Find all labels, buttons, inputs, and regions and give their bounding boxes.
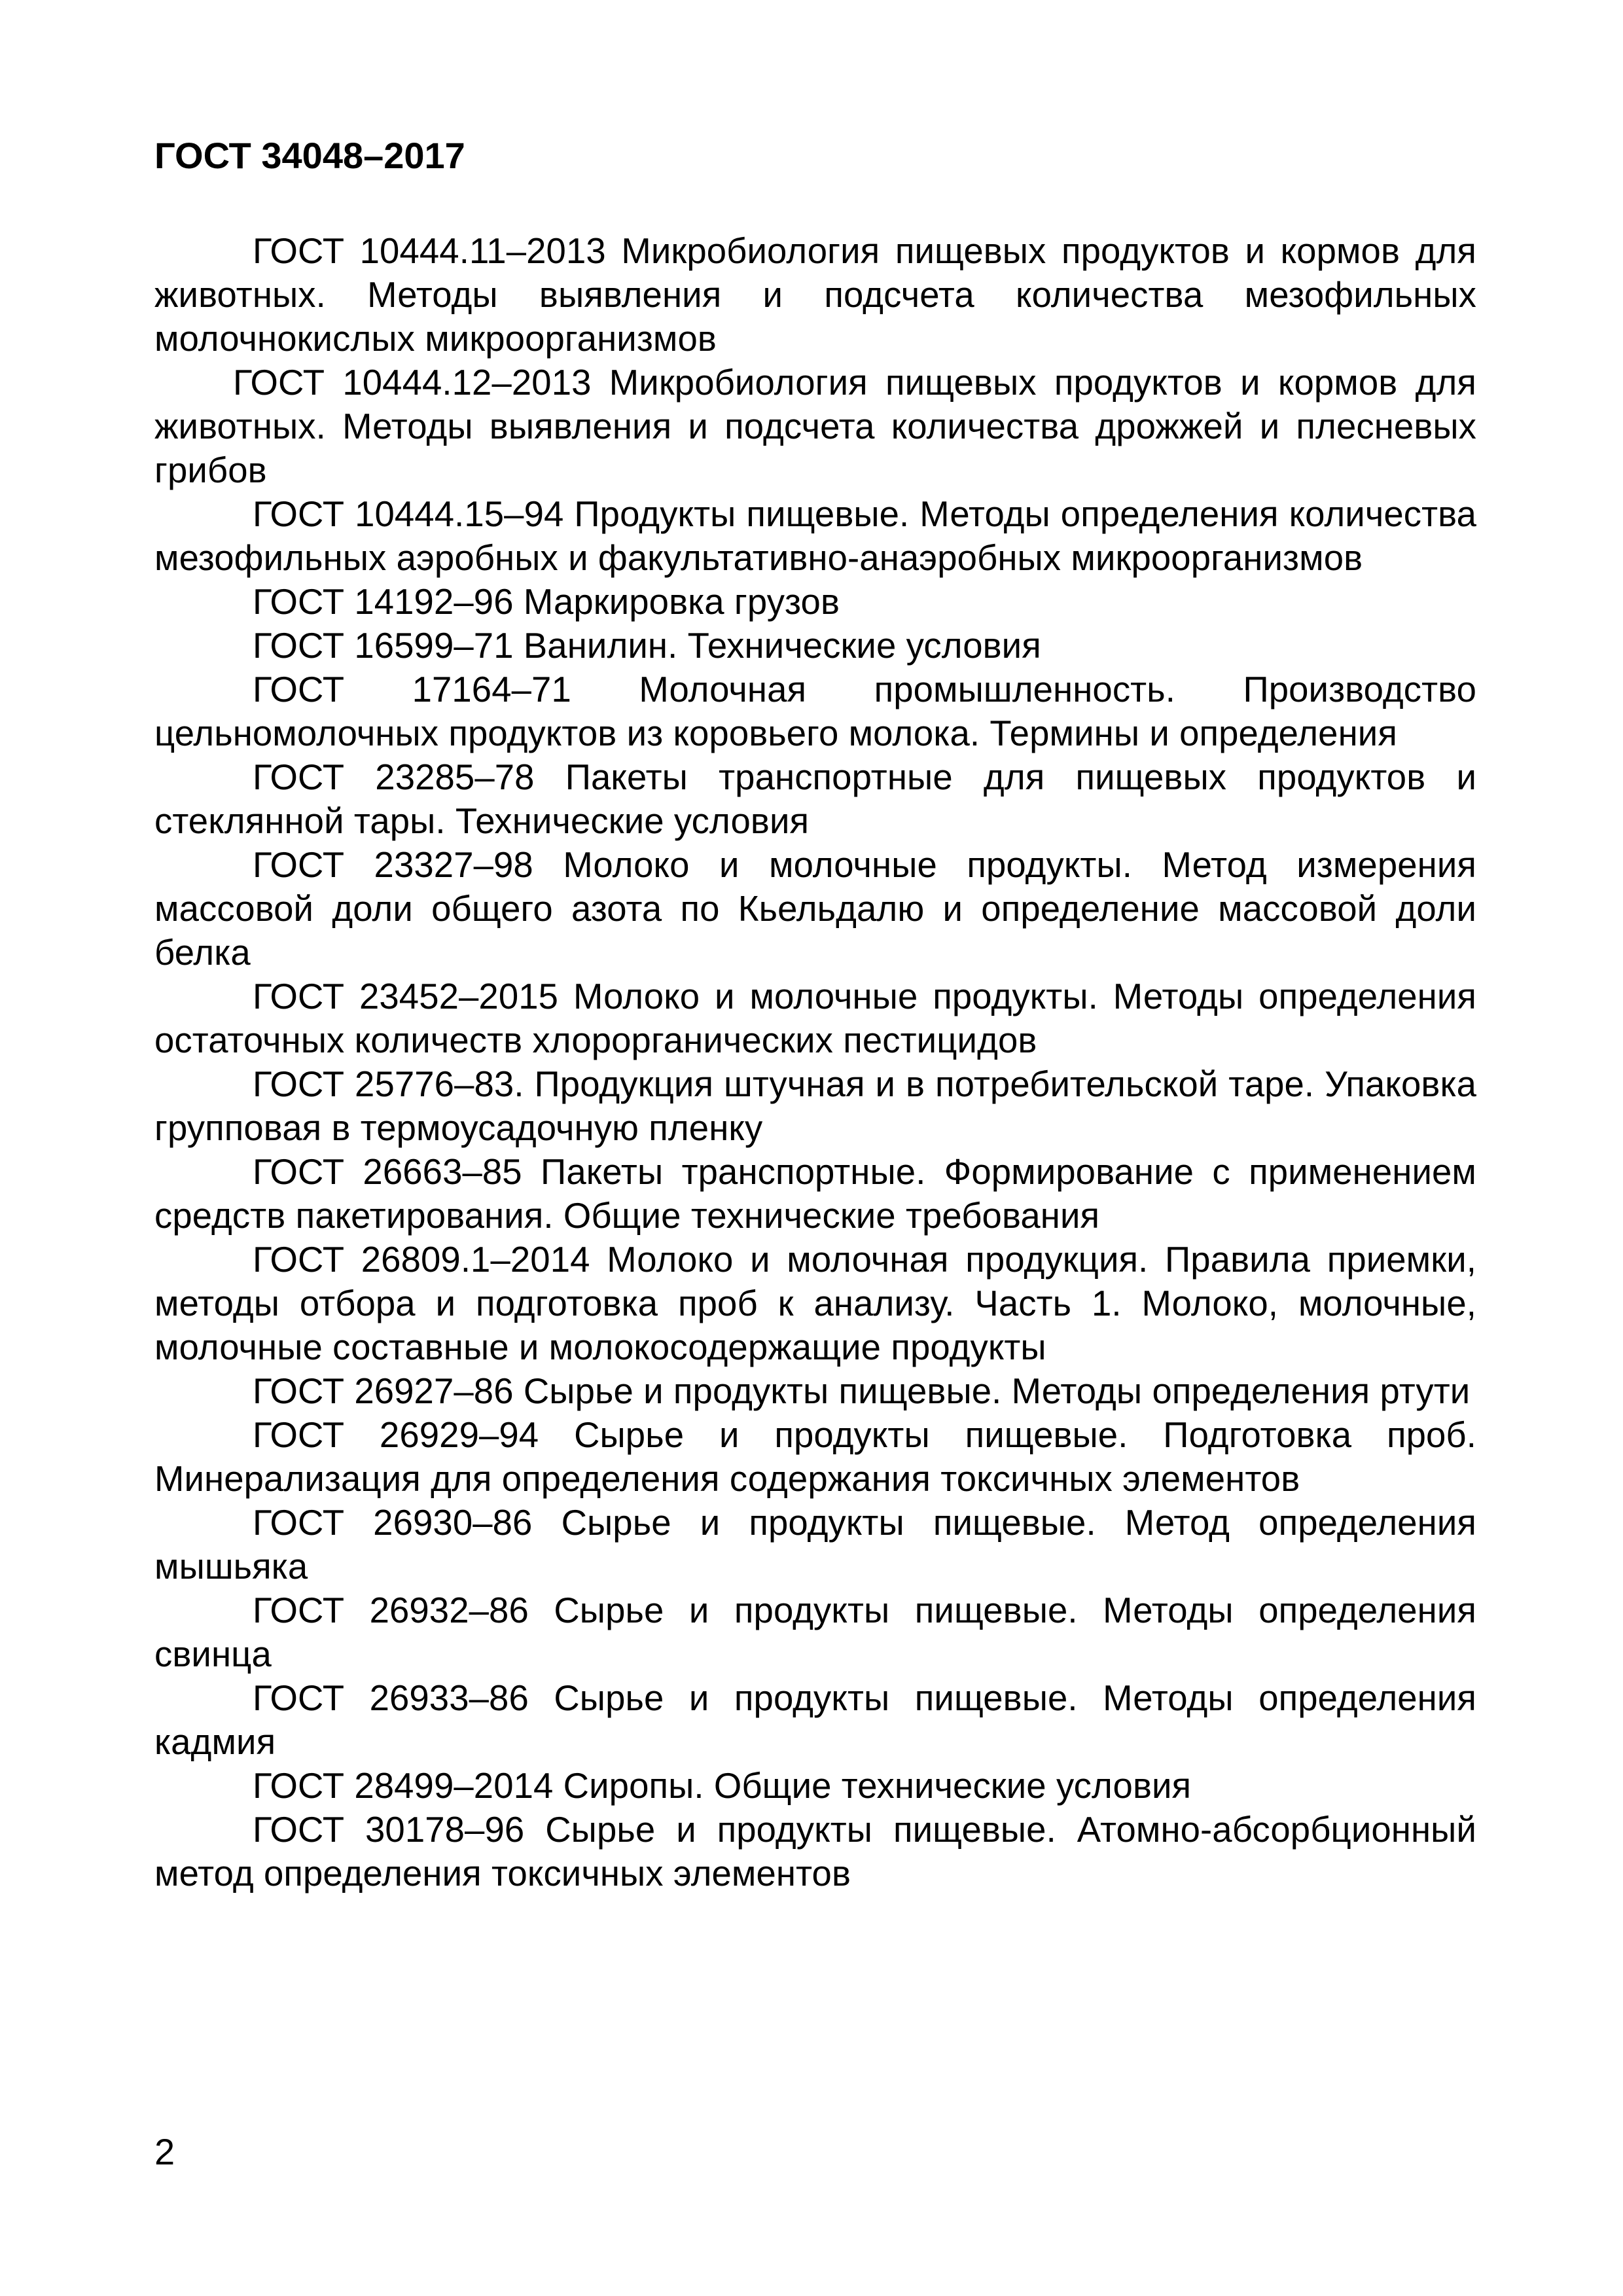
references-list bbox=[154, 229, 1476, 1895]
reference-item: ГОСТ 26929–94 Сырье и продукты пищевые. Подготовка проб. Минерализация для определения содержания токсичных элементов bbox=[154, 1415, 1476, 1499]
reference-item: ГОСТ 17164–71 Молочная промышленность. Производство цельномолочных продуктов из коровьего молока. Термины и определения bbox=[154, 670, 1476, 753]
reference-item: ГОСТ 30178–96 Сырье и продукты пищевые. Атомно-абсорбционный метод определения токсичных элементов bbox=[154, 1810, 1476, 1893]
reference-item: ГОСТ 26809.1–2014 Молоко и молочная продукция. Правила приемки, методы отбора и подготовка проб к анализу. Часть 1. Молоко, молочные, молочные составные и молокосодержащие продукты bbox=[154, 1240, 1476, 1367]
reference-item: ГОСТ 25776–83. Продукция штучная и в потребительской таре. Упаковка групповая в термоусадочную пленку bbox=[154, 1064, 1476, 1148]
page-number: 2 bbox=[154, 2131, 175, 2172]
reference-item: ГОСТ 16599–71 Ванилин. Технические условия bbox=[253, 626, 1041, 666]
reference-item: ГОСТ 26932–86 Сырье и продукты пищевые. Методы определения свинца bbox=[154, 1590, 1476, 1674]
document-header: ГОСТ 34048–2017 bbox=[154, 135, 465, 176]
reference-item: ГОСТ 23452–2015 Молоко и молочные продукты. Методы определения остаточных количеств хлорорганических пестицидов bbox=[154, 977, 1476, 1060]
reference-item: ГОСТ 23327–98 Молоко и молочные продукты. Метод измерения массовой доли общего азота по Кьельдалю и определение массовой доли белка bbox=[154, 845, 1476, 973]
reference-item: ГОСТ 26930–86 Сырье и продукты пищевые. Метод определения мышьяка bbox=[154, 1503, 1476, 1587]
reference-item: ГОСТ 26663–85 Пакеты транспортные. Формирование с применением средств пакетирования. Общие технические требования bbox=[154, 1152, 1476, 1236]
reference-item: ГОСТ 26927–86 Сырье и продукты пищевые. Методы определения ртути bbox=[253, 1371, 1471, 1411]
reference-item: ГОСТ 14192–96 Маркировка грузов bbox=[253, 582, 840, 622]
reference-item: ГОСТ 10444.15–94 Продукты пищевые. Методы определения количества мезофильных аэробных и факультативно-анаэробных микроорганизмов bbox=[154, 494, 1476, 578]
reference-item: ГОСТ 26933–86 Сырье и продукты пищевые. Методы определения кадмия bbox=[154, 1678, 1476, 1762]
reference-item: ГОСТ 10444.12–2013 Микробиология пищевых продуктов и кормов для животных. Методы выявления и подсчета количества дрожжей и плесневых грибов bbox=[154, 363, 1476, 490]
reference-item: ГОСТ 28499–2014 Сиропы. Общие технические условия bbox=[253, 1766, 1192, 1806]
reference-item: ГОСТ 23285–78 Пакеты транспортные для пищевых продуктов и стеклянной тары. Технические условия bbox=[154, 757, 1476, 841]
reference-item: ГОСТ 10444.11–2013 Микробиология пищевых продуктов и кормов для животных. Методы выявления и подсчета количества мезофильных молочнокислых микроорганизмов bbox=[154, 231, 1476, 359]
